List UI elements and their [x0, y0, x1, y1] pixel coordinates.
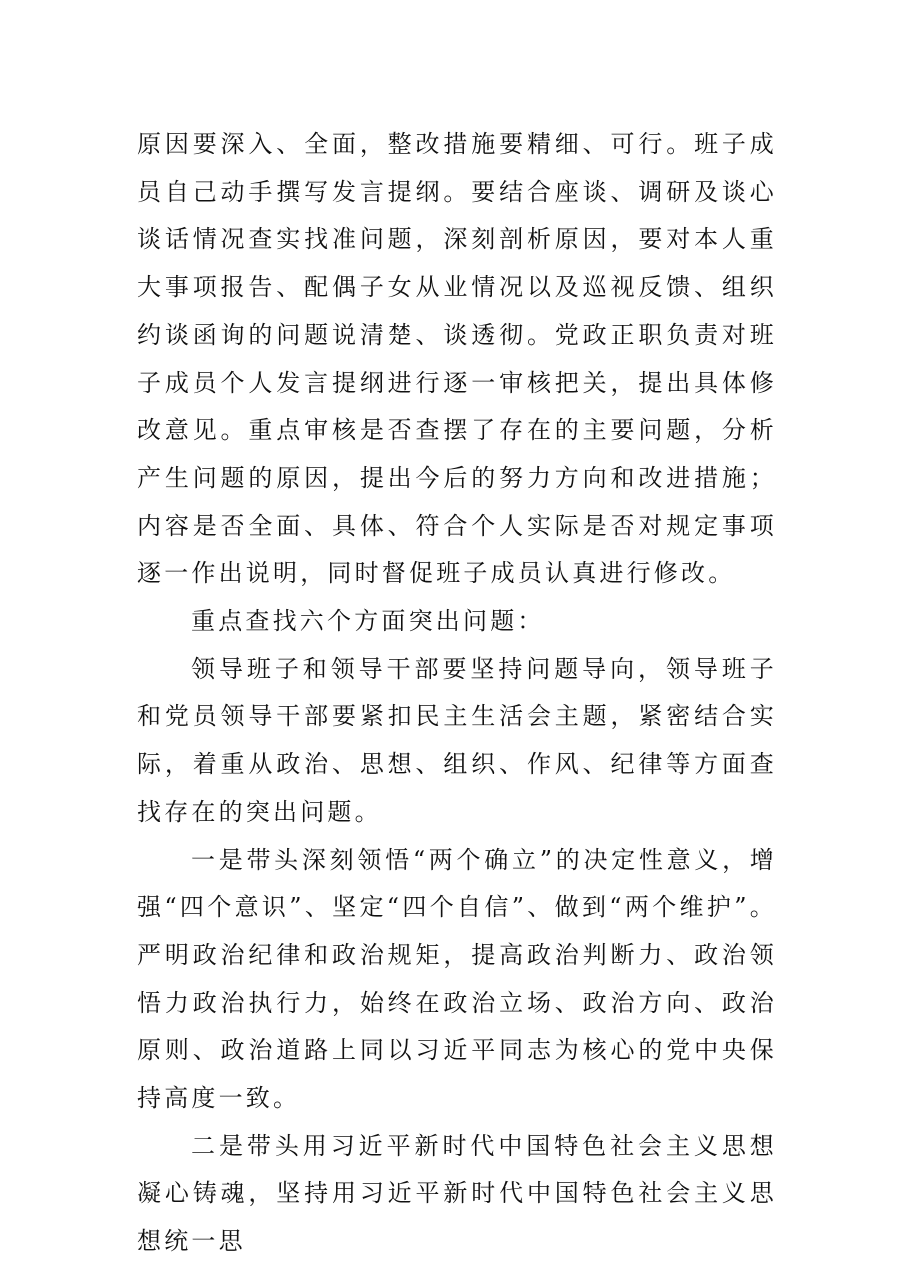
- paragraph-item-one: 一是带头深刻领悟“两个确立”的决定性意义，增强“四个意识”、坚定“四个自信”、做到“两个维护”。严明政治纪律和政治规矩，提高政治判断力、政治领悟力政治执行力，始终在政治立场、政治方向、政治原则、政治道路上同以习近平同志为核心的党中央保持高度一致。: [137, 845, 777, 1113]
- paragraph-continuation: 原因要深入、全面，整改措施要精细、可行。班子成员自己动手撰写发言提纲。要结合座谈、调研及谈心谈话情况查实找准问题，深刻剖析原因，要对本人重大事项报告、配偶子女从业情况以及巡视反馈、组织约谈函询的问题说清楚、谈透彻。党政正职负责对班子成员个人发言提纲进行逐一审核把关，提出具体修改意见。重点审核是否查摆了存在的主要问题，分析产生问题的原因，提出今后的努力方向和改进措施；内容是否全面、具体、符合个人实际是否对规定事项逐一作出说明，同时督促班子成员认真进行修改。: [137, 130, 777, 588]
- paragraph-item-two: 二是带头用习近平新时代中国特色社会主义思想凝心铸魂，坚持用习近平新时代中国特色社会主义思想统一思: [137, 1131, 777, 1256]
- document-body: [137, 121, 777, 1266]
- paragraph-section-heading: 重点查找六个方面突出问题：: [191, 607, 545, 636]
- paragraph-problem-orientation: 领导班子和领导干部要坚持问题导向，领导班子和党员领导干部要紧扣民主生活会主题，紧密结合实际，着重从政治、思想、组织、作风、纪律等方面查找存在的突出问题。: [137, 654, 777, 826]
